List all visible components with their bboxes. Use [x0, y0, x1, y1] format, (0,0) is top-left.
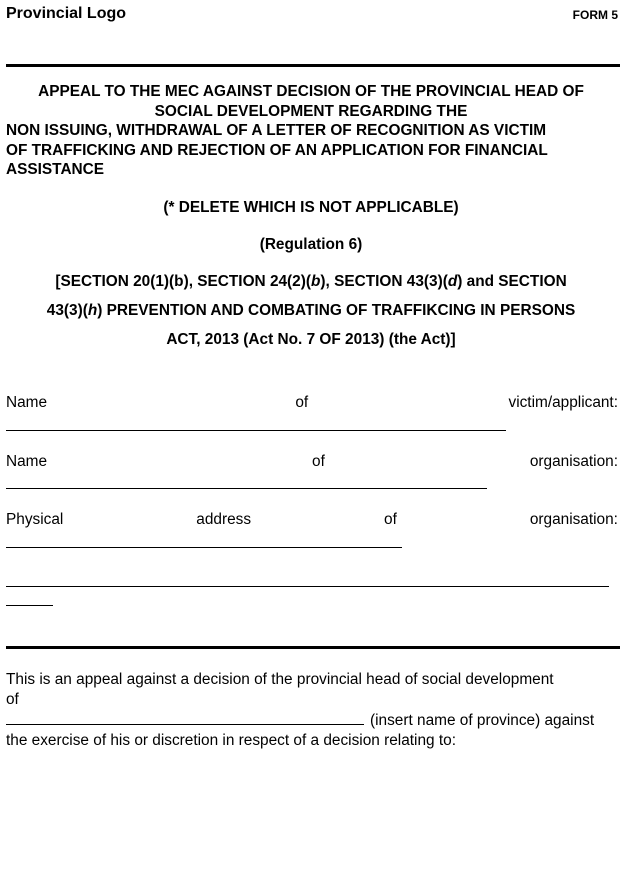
- form-title: [6, 82, 616, 180]
- province-name-field[interactable]: [6, 710, 364, 725]
- appeal-line-3: (insert name of province) against: [6, 710, 618, 731]
- victim-name-field[interactable]: [6, 430, 506, 431]
- appeal-line-2: of: [6, 690, 19, 708]
- regulation-ref: (Regulation 6): [259, 236, 363, 253]
- address-field-line-2[interactable]: [6, 586, 609, 587]
- bottom-divider: [6, 646, 620, 649]
- top-divider: [6, 64, 620, 67]
- title-line-2: SOCIAL DEVELOPMENT REGARDING THE: [154, 102, 468, 120]
- section-ref-line-2: 43(3)(h) PREVENTION AND COMBATING OF TRAFFIKCING IN PERSONS: [46, 302, 576, 319]
- provincial-logo: Provincial Logo: [6, 5, 127, 22]
- address-label: Physical address of organisation:: [6, 511, 618, 528]
- title-line-4: OF TRAFFICKING AND REJECTION OF AN APPLICATION FOR FINANCIAL: [6, 141, 548, 159]
- appeal-line-4: the exercise of his or discretion in respect of a decision relating to:: [6, 731, 456, 749]
- appeal-statement: [6, 670, 618, 750]
- address-field-line-1[interactable]: [6, 547, 402, 548]
- appeal-line-1: This is an appeal against a decision of the provincial head of social development: [6, 671, 554, 688]
- section-ref-line-1: [SECTION 20(1)(b), SECTION 24(2)(b), SECTION 43(3)(d) and SECTION: [55, 273, 567, 290]
- title-line-5: ASSISTANCE: [6, 161, 105, 178]
- organisation-name-label: Name of organisation:: [6, 453, 618, 470]
- victim-name-label: Name of victim/applicant:: [6, 394, 618, 411]
- form-number: FORM 5: [572, 8, 618, 22]
- organisation-name-field[interactable]: [6, 488, 487, 489]
- address-field-line-3[interactable]: [6, 605, 53, 606]
- section-ref-line-3: ACT, 2013 (Act No. 7 OF 2013) (the Act)]: [166, 331, 456, 348]
- title-line-1: APPEAL TO THE MEC AGAINST DECISION OF THE PROVINCIAL HEAD OF: [38, 83, 584, 100]
- delete-note: (* DELETE WHICH IS NOT APPLICABLE): [163, 199, 459, 216]
- title-line-3: NON ISSUING, WITHDRAWAL OF A LETTER OF RECOGNITION AS VICTIM: [6, 122, 547, 139]
